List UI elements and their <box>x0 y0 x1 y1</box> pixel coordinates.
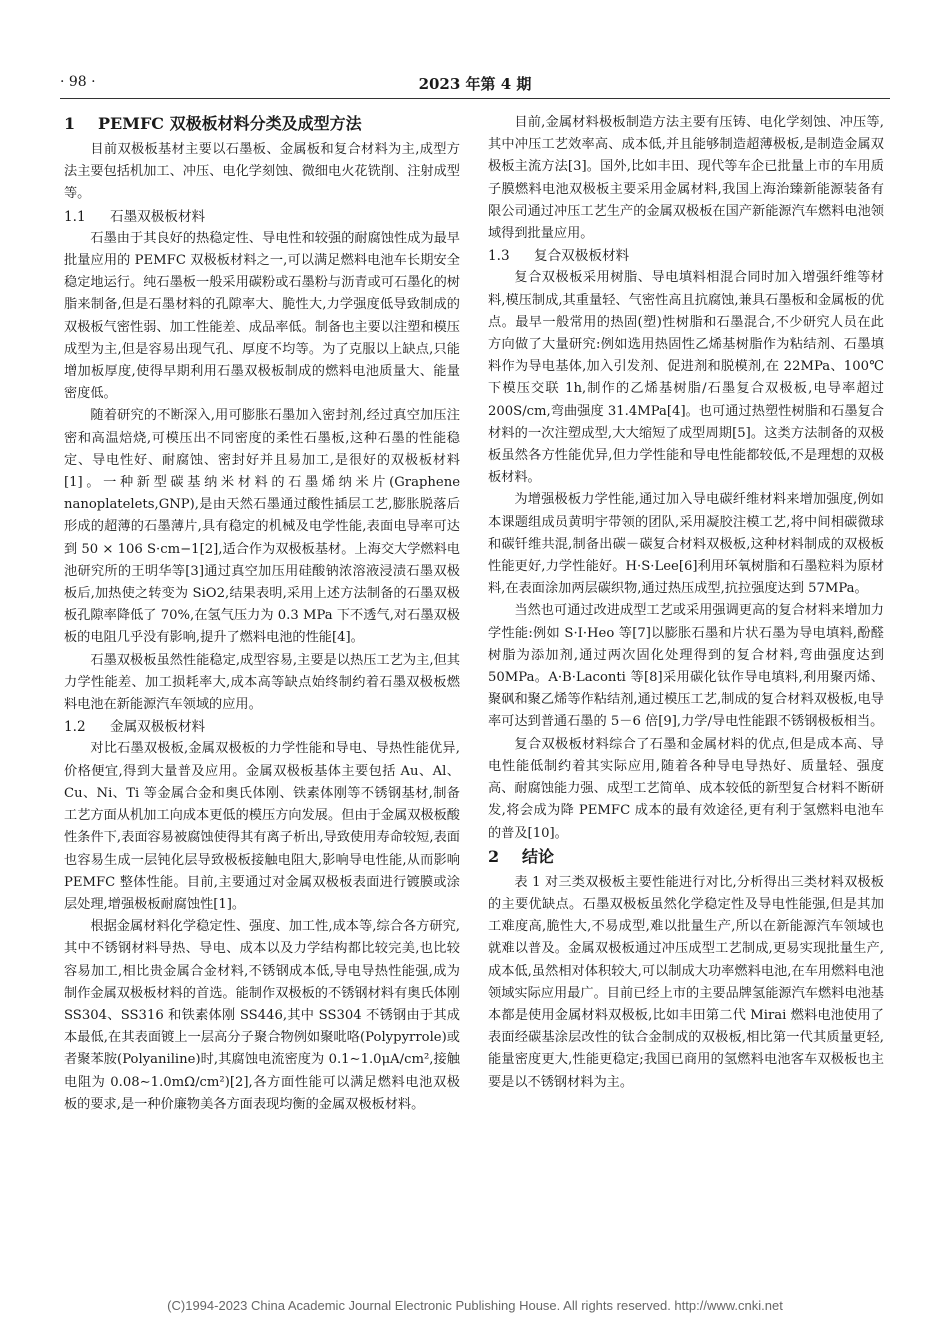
right-column <box>488 112 884 1094</box>
heading-number: 2 <box>488 846 500 866</box>
section-heading <box>64 112 460 136</box>
left-column <box>64 112 460 1116</box>
subsection-heading <box>488 245 884 267</box>
heading-text: 金属双极板材料 <box>110 719 206 736</box>
subsection-heading <box>64 206 460 228</box>
heading-number: 1.2 <box>64 719 86 736</box>
body-paragraph: 复合双极板材料综合了石墨和金属材料的优点,但是成本高、导电性能低制约着其实际应用,随着各种导电导热好、质量轻、强度高、耐腐蚀能力强、成型工艺简单、成本较低的新型复合材料不断研发,将会成为降 PEMFC 成本的最有效途径,更有利于氢燃料电池车的普及[10]。 <box>488 736 884 841</box>
heading-text: 石墨双极板材料 <box>110 208 206 225</box>
heading-text: 复合双极板材料 <box>534 248 630 265</box>
body-paragraph: 石墨由于其良好的热稳定性、导电性和较强的耐腐蚀性成为最早批量应用的 PEMFC 双极板材料之一,可以满足燃料电池车长期安全稳定地运行。纯石墨板一般采用碳粉或石墨粉与沥青或可石墨化的树脂来制备,但是石墨材料的孔隙率大、脆性大,力学强度低导致制成的双极板气密性弱、加工性能差、成品率低。制备也主要以注塑和模压成型为主,但是容易出现气孔、厚度不均等。为了克服以上缺点,只能增加板厚度,使得早期利用石墨双极板制成的燃料电池质量大、能量密度低。 <box>64 230 460 402</box>
copyright-footer: (C)1994-2023 China Academic Journal Electronic Publishing House. All rights reserved. http://www.cnki.net <box>167 1298 783 1313</box>
heading-text: PEMFC 双极板材料分类及成型方法 <box>98 114 362 133</box>
body-paragraph: 复合双极板采用树脂、导电填料相混合同时加入增强纤维等材料,模压制成,其重量轻、气密性高且抗腐蚀,兼具石墨板和金属板的优点。最早一般常用的热固(塑)性树脂和石墨混合,不少研究人员在此方向做了大量研究:例如选用热固性乙烯基树脂作为粘结剂、石墨填料作为导电基体,加入引发剂、促进剂和脱模剂,在 22MPa、100℃下模压交联 1h,制作的乙烯基树脂/石墨复合双极板,电导率超过 200S/cm,弯曲强度 31.4MPa[4]。也可通过热塑性树脂和石墨复合材料的一次注塑成型,大大缩短了成型周期[5]。这类方法制备的双极板虽然各方性能优异,但力学性能和导电性能都较低,不是理想的双极板材料。 <box>488 270 884 486</box>
body-paragraph: 随着研究的不断深入,用可膨胀石墨加入密封剂,经过真空加压注密和高温焙烧,可模压出不同密度的柔性石墨板,这种石墨的性能稳定、导电性好、耐腐蚀、密封好并且易加工,是很好的双极板材料[1]。一种新型碳基纳米材料的石墨烯纳米片(Graphene nanoplatelets,GNP),是由天然石墨通过酸性插层工艺,膨胀脱落后形成的超薄的石墨薄片,具有稳定的机械及电学性能,表面电导率可达到 50 × 106 S·cm−1[2],适合作为双极板基材。上海交大学燃料电池研究所的王明华等[3]通过真空加压用硅酸钠浓溶液浸渍石墨双极板后,加热使之转变为 SiO2,结果表明,采用上述方法制备的石墨双极板孔隙率降低了 70%,在氢气压力为 0.3 MPa 下不透气,对石墨双极板的电阻几乎没有影响,提升了燃料电池的性能[4]。 <box>64 408 460 646</box>
body-paragraph: 目前,金属材料极板制造方法主要有压铸、电化学刻蚀、冲压等,其中冲压工艺效率高、成本低,并且能够制造超薄极板,是制造金属双极板主流方法[3]。国外,比如丰田、现代等车企已批量上市的车用质子膜燃料电池双极板主要采用金属材料,我国上海治臻新能源装备有限公司通过冲压工艺生产的金属双极板在国产新能源汽车燃料电池领域得到批量应用。 <box>488 115 884 242</box>
body-paragraph: 当然也可通过改进成型工艺或采用强调更高的复合材料来增加力学性能:例如 S·I·Heo 等[7]以膨胀石墨和片状石墨为导电填料,酚醛树脂为添加剂,通过两次固化处理得到的复合材料,弯曲强度达到 50MPa。A·B·Laconti 等[8]采用碳化钛作导电填料,利用聚丙烯、聚砜和聚乙烯等作粘结剂,通过模压工艺,制成的复合材料双极板,电导率可达到普通石墨的 5－6 倍[9],力学/导电性能跟不锈钢极板相当。 <box>488 603 884 730</box>
journal-issue: 2023 年第 4 期 <box>418 75 532 93</box>
body-paragraph: 目前双极板基材主要以石墨板、金属板和复合材料为主,成型方法主要包括机加工、冲压、电化学刻蚀、微细电火花铣削、注射成型等。 <box>64 142 460 202</box>
body-paragraph: 石墨双极板虽然性能稳定,成型容易,主要是以热压工艺为主,但其力学性能差、加工损耗率大,成本高等缺点始终制约着石墨双极板燃料电池在新能源汽车领域的应用。 <box>64 652 460 713</box>
section-heading <box>488 845 884 869</box>
page-number: · 98 · <box>60 74 96 90</box>
body-paragraph: 对比石墨双极板,金属双极板的力学性能和导电、导热性能优异,价格便宜,得到大量普及应用。金属双极板基体主要包括 Au、Al、Cu、Ni、Ti 等金属合金和奥氏体刚、铁素体刚等不锈钢基材,制备工艺方面从机加工向成本更低的模压方向发展。但由于金属双极板酸性条件下,表面容易被腐蚀使得其有离子析出,导致使用寿命较短,表面也容易生成一层钝化层导致极板接触电阻大,影响导电性能,从而影响 PEMFC 整体性能。目前,主要通过对金属双极板表面进行镀膜或涂层处理,增强极板耐腐蚀性[1]。 <box>64 741 460 912</box>
body-paragraph: 根据金属材料化学稳定性、强度、加工性,成本等,综合各方研究,其中不锈钢材料导热、导电、成本以及力学结构都比较完美,也比较容易加工,相比贵金属合金材料,不锈钢成本低,导电导热性能强,成为制作金属双极板材料的首选。能制作双极板的不锈钢材料有奥氏体刚 SS304、SS316 和铁素体刚 SS446,其中 SS304 不锈钢由于其成本最低,在其表面镀上一层高分子聚合物例如聚吡咯(Polypyrrole)或者聚苯胺(Polyaniline)时,其腐蚀电流密度为 0.1∼1.0μA/cm²,接触电阻为 0.08∼1.0mΩ/cm²)[2],各方面性能可以满足燃料电池双极板的要求,是一种价廉物美各方面表现均衡的金属双极板材料。 <box>64 919 460 1112</box>
body-paragraph: 为增强极板力学性能,通过加入导电碳纤维材料来增加强度,例如本课题组成员黄明宇带领的团队,采用凝胶注模工艺,将中间相碳微球和碳钎维共混,制备出碳－碳复合材料双极板,这种材料制成的双极板性能更好,力学性能好。H·S·Lee[6]利用环氧树脂和石墨粒料为原材料,在表面涂加两层碳织物,通过热压成型,抗拉强度达到 57MPa。 <box>488 492 884 597</box>
heading-number: 1 <box>64 114 76 133</box>
heading-number: 1.3 <box>488 248 510 265</box>
running-header <box>60 72 890 99</box>
heading-number: 1.1 <box>64 208 86 225</box>
heading-text: 结论 <box>522 846 555 866</box>
subsection-heading <box>64 716 460 738</box>
body-paragraph: 表 1 对三类双极板主要性能进行对比,分析得出三类材料双极板的主要优缺点。石墨双极板虽然化学稳定性及导电性能强,但是其加工难度高,脆性大,不易成型,难以批量生产,所以在新能源汽车领域也就难以普及。金属双极板通过冲压成型工艺制成,更易实现批量生产,成本低,虽然相对体积较大,可以制成大功率燃料电池,在车用燃料电池领域实际应用最广。目前已经上市的主要品牌氢能源汽车燃料电池基本都是使用金属材料双极板,比如丰田第二代 Mirai 燃料电池使用了表面经碳基涂层改性的钛合金制成的双极板,相比第一代其质量更轻,能量密度更大,性能更稳定;我国已商用的氢燃料电池客车双极板也主要是以不锈钢材料为主。 <box>488 874 884 1090</box>
